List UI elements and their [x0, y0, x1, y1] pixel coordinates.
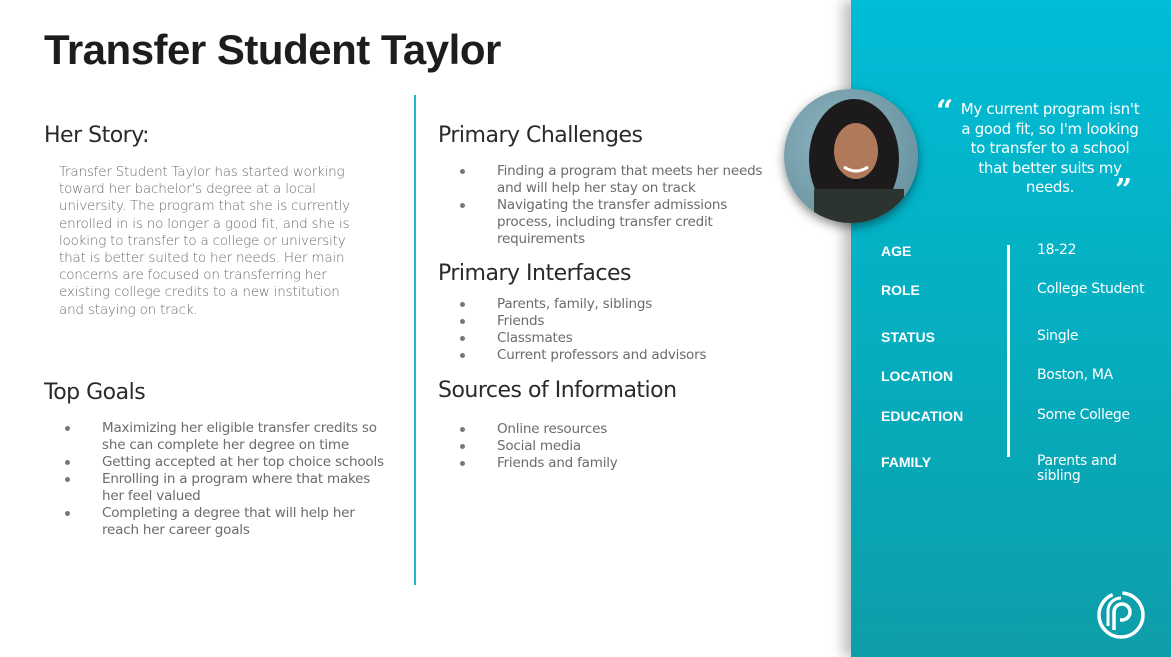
list-item: Maximizing her eligible transfer credits so she can complete her degree on time [44, 420, 389, 454]
profile-value-family: Parents and sibling [1037, 453, 1117, 484]
list-item: Navigating the transfer admissions process, including transfer credit requirements [439, 197, 779, 248]
list-item: Online resources [439, 421, 779, 438]
list-item: Parents, family, siblings [439, 296, 779, 313]
interfaces-list [439, 296, 779, 364]
page-title: Transfer Student Taylor [44, 26, 501, 73]
list-item: Enrolling in a program where that makes her feel valued [44, 471, 389, 505]
profile-label-status: STATUS [881, 329, 935, 345]
profile-value-role: College Student [1037, 281, 1145, 297]
persona-photo [784, 89, 918, 223]
profile-label-family: FAMILY [881, 454, 932, 470]
list-item: Friends [439, 313, 779, 330]
sources-heading: Sources of Information [438, 378, 677, 403]
profile-value-age: 18-22 [1037, 242, 1077, 258]
story-text: Transfer Student Taylor has started working toward her bachelor's degree at a local university. The program that she is currently enrolled in is no longer a good fit, and she is looking to transfer to a college or university that is better suited to her needs. Her main concerns are focused on transferring her existing college credits to a new institution and staying on track. [59, 164, 350, 318]
persona-quote: My current program isn't a good fit, so I'm looking to transfer to a school that better suits my needs. [960, 100, 1140, 196]
interfaces-heading: Primary Interfaces [438, 261, 631, 286]
profile-value-location: Boston, MA [1037, 367, 1113, 383]
list-item: Social media [439, 438, 779, 455]
column-divider [414, 95, 416, 585]
profile-divider [1007, 245, 1010, 457]
open-quote-icon: “ [936, 94, 954, 129]
challenges-heading: Primary Challenges [438, 123, 643, 148]
profile-label-role: ROLE [881, 282, 920, 298]
list-item: Completing a degree that will help her reach her career goals [44, 505, 389, 539]
profile-value-status: Single [1037, 328, 1079, 344]
list-item: Getting accepted at her top choice schools [44, 454, 389, 471]
list-item: Finding a program that meets her needs and will help her stay on track [439, 163, 779, 197]
profile-label-education: EDUCATION [881, 408, 964, 424]
sources-list [439, 421, 779, 472]
profile-label-age: AGE [881, 243, 912, 259]
profile-value-education: Some College [1037, 407, 1130, 423]
profile-label-location: LOCATION [881, 368, 954, 384]
brand-logo-icon [1096, 590, 1146, 640]
story-heading: Her Story: [44, 123, 150, 148]
challenges-list [439, 163, 779, 248]
close-quote-icon: ” [1115, 173, 1133, 208]
list-item: Friends and family [439, 455, 779, 472]
list-item: Classmates [439, 330, 779, 347]
goals-heading: Top Goals [44, 380, 146, 405]
list-item: Current professors and advisors [439, 347, 779, 364]
goals-list [44, 420, 389, 539]
